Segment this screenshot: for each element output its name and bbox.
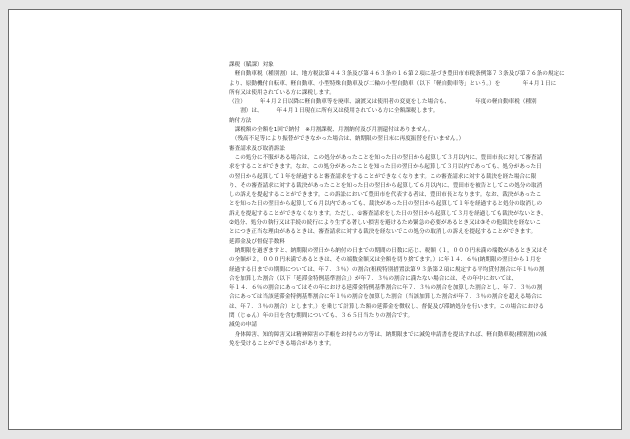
tax-heading: 課税（賦課）対象	[229, 62, 274, 68]
late-fee-line: 合を加算した割合（以下「延滞金特例基準割合」）が年７．３％の割合に満たない場合には、その年中においては、	[229, 275, 518, 282]
late-fee-line: 合にあっては当該延滞金特例基準割合に年１％の割合を加算した割合（当該加算した割合が年７．３％の割合を超える場合に	[229, 294, 543, 301]
appeal-line: ②処分、処分の執行又は手続の続行により生ずる著しい損害を避けるため緊急の必要があるとき又は③その他裁決を経ないこ	[229, 220, 542, 227]
appeal-line: とにつき正当な理由があるときは、審査請求に対する裁決を経ないでこの処分の取消しの訴えを提起することができます。	[229, 229, 537, 236]
tax-line: より、原動機付自転車、軽自動車、小型特殊自動車及び二輪の小型自動車（以下「軽自動車等」という。）を 年４月１日に	[229, 80, 557, 87]
tax-line: 所有又は使用されている方に課税します。	[229, 89, 335, 96]
tax-notice-text	[229, 61, 599, 349]
appeal-line: 求をすることができます。なお、この処分があったことを知った日の翌日から起算して３月以内であっても、処分があった日	[229, 164, 542, 171]
late-fee-line: 閏（じゅん）年の日を含む期間についても、３６５日当たりの割合です。	[229, 313, 414, 320]
payment-heading: 納付方法	[229, 117, 252, 124]
appeal-line: しの訴えを提起することができます。この訴訟において豊田市を代表する者は、豊田市長となります。なお、裁決があったこ	[229, 192, 542, 199]
appeal-line: り、その審査請求に対する裁決があったことを知った日の翌日から起算して６月以内に、豊田市を被告としてこの処分の取消	[229, 182, 543, 189]
late-fee-line: 年１４．６％の割合にあってはその年における延滞金特例基準割合に年７．３％の割合を加算した割合とし、年７．３％の割	[229, 285, 543, 292]
late-fee-line: の全額が２，０００円未満であるときは、その端数金額又は全額を切り捨てます。）に年１４．６％(納期限の翌日から１月を	[229, 257, 542, 264]
reduction-heading: 減免の申請	[229, 322, 257, 329]
reduction-line: 免を受けることができる場合があります。	[229, 340, 335, 347]
late-fee-line: 経過する日までの期間については、年７．３％）の割合(租税特別措置法第９３条第２項に規定する平均貸付割合に年１％の割	[229, 266, 545, 273]
appeal-line: 訴えを提起することができなくなります。ただし、①審査請求をした日の翌日から起算して３月を経過しても裁決がないとき、	[229, 210, 547, 217]
tax-note-line: （注） 年４月２日以降に軽自動車等を廃車、譲渡又は使用者の変更をした場合も、 年度の軽自動車税（種別	[229, 99, 537, 106]
late-fee-line: は、年７．３％の割合）とします。）を乗じて計算した額の延滞金を徴収し、督促及び滞納処分を行います。この場合における	[229, 303, 545, 310]
appeal-heading: 審査請求及び取消訴訟	[229, 145, 285, 152]
late-fee-heading: 延滞金及び督促手数料	[229, 238, 285, 245]
late-fee-line: 納期限を過ぎますと、納期限の翌日から納付の日までの期間の日数に応じ、税額（１，０００円未満の端数があるとき又はそ	[229, 247, 548, 254]
tax-note-line: 割）は、 年４月１日現在に所有又は使用されている方に全額課税します。	[229, 108, 439, 115]
appeal-line: とを知った日の翌日から起算して６月以内であっても、裁決があった日の翌日から起算して１年を経過すると処分の取消しの	[229, 201, 543, 208]
tax-line: 軽自動車税（種別割）は、地方税法第４４３条及び第４６３条の１６第２項に基づき豊田市市税条例第７３条及び第７６条の規定に	[229, 71, 565, 78]
appeal-line: の翌日から起算して１年を経過すると審査請求をすることができなくなります。この審査請求に対する裁決を経た場合に限	[229, 173, 537, 180]
payment-line: 課税額の全額を1回で納付 ※月割課税、月割納付及び月割還付はありません。	[229, 127, 434, 134]
reduction-line: 身体障害、知的障害又は精神障害の手帳をお持ちの方等は、納期限までに減免申請書を提出すれば、軽自動車税(種別割)の減	[229, 331, 547, 338]
appeal-line: この処分に不服がある場合は、この処分があったことを知った日の翌日から起算して３月以内に、豊田市長に対して審査請	[229, 154, 543, 161]
payment-line: （残高不足等により振替ができなかった場合は、納期限の翌日末に再度振替を行いません。）	[229, 136, 465, 143]
